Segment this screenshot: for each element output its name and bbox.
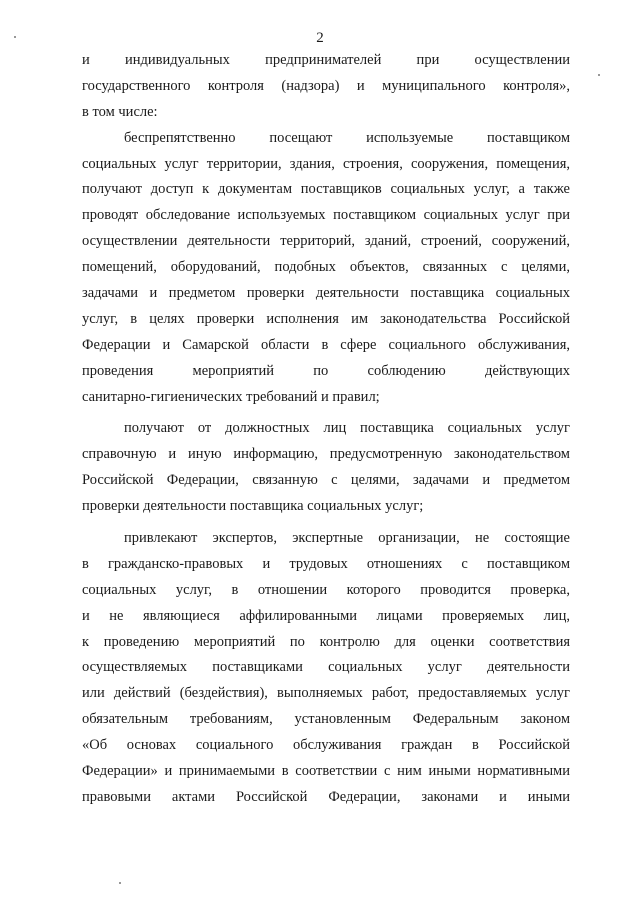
text-line: Федерации и Самарской области в сфере социального обслуживания, xyxy=(82,336,570,353)
text-line: санитарно-гигиенических требований и правил; xyxy=(82,388,380,405)
scan-speck xyxy=(598,74,600,76)
text-line: помещений, оборудований, подобных объектов, связанных с целями, xyxy=(82,259,570,276)
text-line: государственного контроля (надзора) и муниципального контроля», xyxy=(82,77,570,94)
text-line: в том числе: xyxy=(82,103,158,120)
text-line: правовыми актами Российской Федерации, законами и иными xyxy=(82,788,570,805)
text-line: проведения мероприятий по соблюдению действующих xyxy=(82,362,570,379)
text-line: «Об основах социального обслуживания граждан в Российской xyxy=(82,737,570,754)
page-number: 2 xyxy=(316,30,324,46)
text-line: обязательным требованиям, установленным Федеральным законом xyxy=(82,711,570,728)
text-line: социальных услуг территории, здания, строения, сооружения, помещения, xyxy=(82,155,570,172)
text-line: задачами и предметом проверки деятельности поставщика социальных xyxy=(82,285,570,302)
text-line: проводят обследование используемых поставщиком социальных услуг при xyxy=(82,207,570,224)
text-line: Российской Федерации, связанную с целями, задачами и предметом xyxy=(82,472,570,489)
text-line: осуществлении деятельности территорий, зданий, строений, сооружений, xyxy=(82,233,570,250)
text-line: беспрепятственно посещают используемые поставщиком xyxy=(124,129,570,146)
text-line: проверки деятельности поставщика социальных услуг; xyxy=(82,498,424,515)
text-line: и не являющиеся аффилированными лицами проверяемых лиц, xyxy=(82,607,570,624)
text-line: справочную и иную информацию, предусмотренную законодательством xyxy=(82,446,570,463)
text-line: или действий (бездействия), выполняемых работ, предоставляемых услуг xyxy=(82,685,570,702)
text-line: привлекают экспертов, экспертные организации, не состоящие xyxy=(124,530,570,547)
document-body xyxy=(82,48,570,811)
text-line: услуг, в целях проверки исполнения им законодательства Российской xyxy=(82,310,570,327)
text-line: к проведению мероприятий по контролю для оценки соответствия xyxy=(82,633,570,650)
text-line: Федерации» и принимаемыми в соответствии с ним иными нормативными xyxy=(82,763,570,780)
text-line: осуществляемых поставщиками социальных услуг деятельности xyxy=(82,659,570,676)
text-line: получают доступ к документам поставщиков социальных услуг, а также xyxy=(82,181,570,198)
scan-speck xyxy=(119,882,121,884)
text-line: и индивидуальных предпринимателей при осуществлении xyxy=(82,52,570,68)
text-line: в гражданско-правовых и трудовых отношениях с поставщиком xyxy=(82,555,570,572)
scan-speck xyxy=(14,36,16,38)
text-line: получают от должностных лиц поставщика социальных услуг xyxy=(124,420,570,437)
text-line: социальных услуг, в отношении которого проводится проверка, xyxy=(82,581,570,598)
